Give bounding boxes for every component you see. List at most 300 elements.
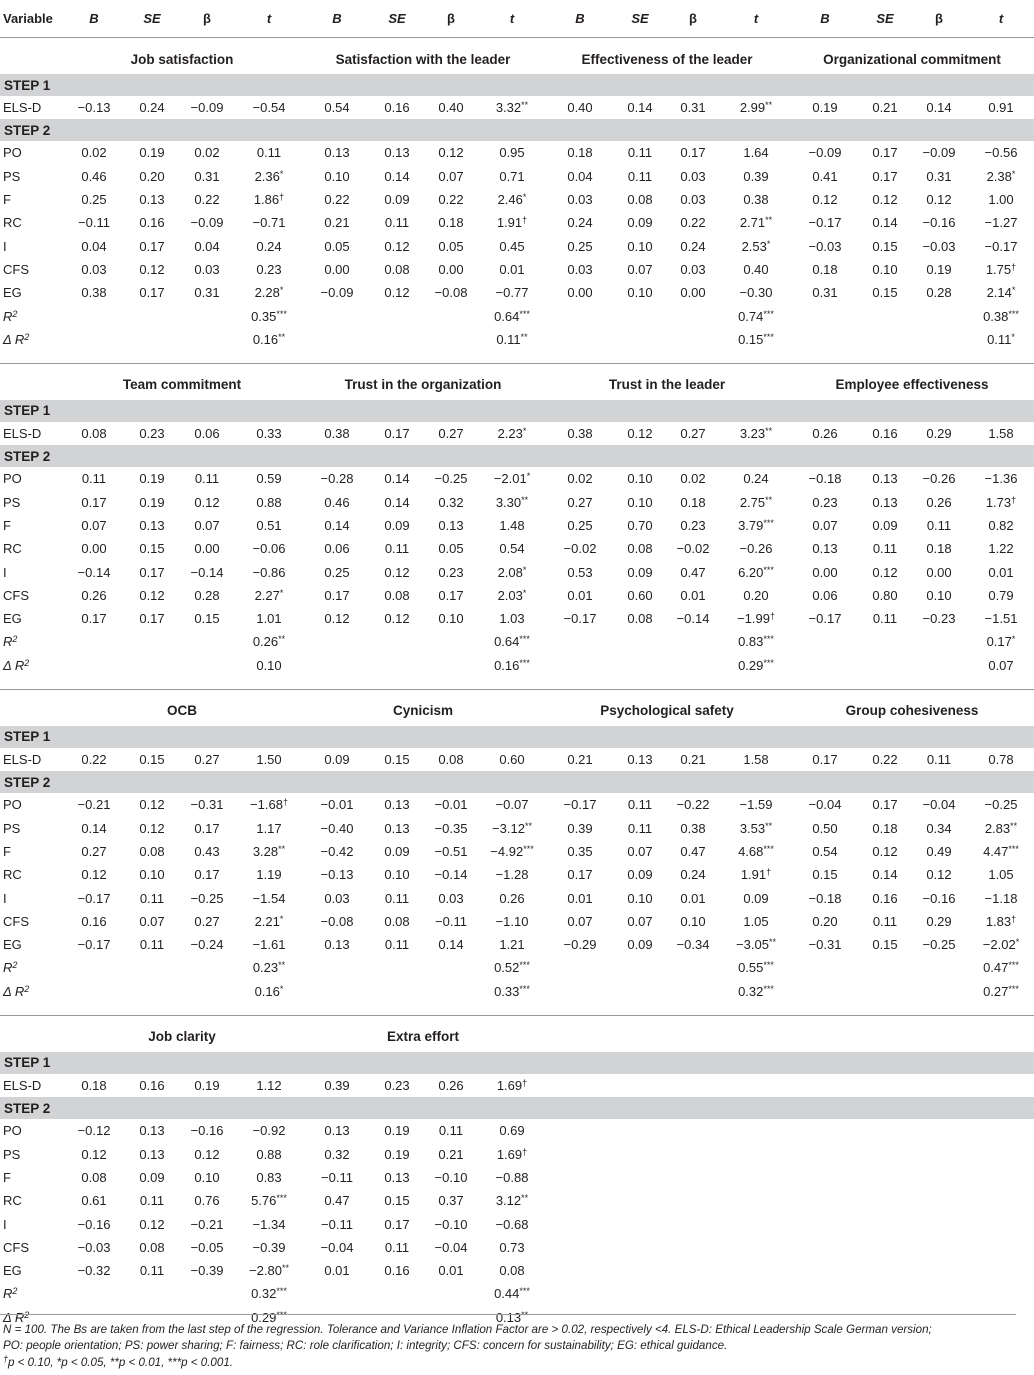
t-value-cell	[968, 514, 1034, 537]
beta-value: 0.31	[194, 285, 220, 301]
beta-value	[910, 1166, 968, 1189]
significance-mark: **	[524, 820, 532, 831]
beta-value: −0.11	[435, 913, 467, 929]
se-value	[616, 1074, 664, 1097]
empty-cell	[422, 980, 480, 1003]
t-value: 0.71	[499, 168, 525, 184]
beta-value: −0.16	[922, 890, 956, 906]
table-row	[0, 422, 1034, 445]
significance-mark: **	[1010, 820, 1018, 831]
b-value: 0.50	[812, 820, 838, 836]
t-value: 1.69	[496, 1146, 523, 1162]
b-value: 0.47	[324, 1193, 350, 1209]
b-value: 0.24	[567, 215, 593, 231]
b-value: 0.14	[324, 518, 350, 533]
t-value-cell	[236, 422, 302, 445]
variable-label: ELS-D	[3, 1078, 42, 1094]
t-value: −2.01	[493, 471, 527, 487]
se-value: 0.16	[384, 1263, 410, 1279]
se-value: 0.13	[384, 145, 410, 161]
t-value: 3.32	[495, 100, 522, 116]
t-value: −0.26	[739, 541, 773, 557]
step-2-row	[0, 771, 1034, 793]
header-t: t	[266, 11, 272, 26]
beta-value: 0.27	[680, 426, 706, 442]
beta-value: 0.22	[438, 192, 464, 208]
empty-cell	[126, 1282, 178, 1305]
b-value	[790, 1119, 860, 1142]
se-value: 0.09	[384, 843, 410, 859]
stat-value: 0.44	[494, 1286, 520, 1302]
se-value: 0.23	[384, 1078, 410, 1094]
t-value: −2.02	[982, 937, 1016, 953]
t-value-cell	[236, 1119, 302, 1142]
se-value: 0.07	[627, 913, 653, 929]
beta-value: 0.06	[194, 426, 220, 442]
outcome-title	[544, 1015, 790, 1052]
stat-label-text: Δ R	[3, 1309, 25, 1325]
t-value: −3.05	[736, 937, 769, 953]
variable-label: RC	[3, 867, 22, 883]
beta-value: −0.22	[676, 797, 710, 813]
se-value: 0.70	[627, 518, 653, 533]
empty-cell	[616, 630, 664, 653]
se-value: 0.15	[872, 937, 898, 953]
b-value: 0.01	[324, 1263, 350, 1279]
b-value: 0.39	[567, 820, 593, 836]
header-se: SE	[631, 11, 649, 26]
t-value-cell	[722, 1259, 790, 1282]
b-value: 0.27	[81, 843, 107, 859]
outcome-title: Trust in the organization	[344, 377, 502, 393]
empty-cell	[0, 1015, 62, 1052]
delta-r-squared-value	[236, 328, 302, 351]
t-value: 0.24	[743, 471, 769, 487]
significance-mark: ***	[1008, 960, 1019, 971]
t-value: 0.54	[499, 541, 525, 557]
beta-value: 0.18	[438, 215, 464, 231]
variable-label: PO	[3, 471, 22, 487]
t-value-cell	[480, 141, 544, 164]
b-value: −0.03	[77, 1239, 111, 1255]
beta-value: −0.16	[922, 215, 956, 231]
t-value: 6.20	[738, 564, 764, 580]
step-1-label: STEP 1	[0, 726, 1034, 748]
se-value: 0.08	[627, 611, 653, 627]
se-value: 0.09	[384, 192, 410, 208]
outcome-title: Team commitment	[122, 377, 242, 393]
r-squared-label	[0, 1282, 62, 1305]
t-value-cell	[968, 817, 1034, 840]
b-value: 0.07	[812, 518, 838, 533]
t-value-cell	[480, 467, 544, 490]
t-value-cell	[480, 607, 544, 630]
empty-cell	[372, 1282, 422, 1305]
t-value-cell	[480, 211, 544, 234]
beta-value: 0.03	[194, 261, 220, 277]
b-value: −0.11	[321, 1216, 353, 1232]
se-value: 0.16	[872, 426, 898, 442]
t-value-cell	[968, 234, 1034, 257]
t-value: 2.53	[741, 238, 767, 254]
beta-value: 0.27	[438, 426, 464, 442]
se-value: 0.10	[139, 867, 165, 883]
t-value-cell	[968, 422, 1034, 445]
beta-value	[664, 1119, 722, 1142]
t-value-cell	[480, 96, 544, 119]
t-value-cell	[480, 933, 544, 956]
b-value: 0.08	[81, 426, 107, 442]
t-value-cell	[968, 211, 1034, 234]
r-squared-label	[0, 304, 62, 327]
b-value	[544, 1212, 616, 1235]
beta-value: −0.02	[676, 541, 710, 557]
r-squared-value	[722, 1282, 790, 1305]
stat-label-exponent: 2	[24, 657, 30, 668]
beta-value: 0.03	[438, 890, 464, 906]
beta-value: 0.17	[680, 145, 706, 161]
t-value-cell	[236, 1189, 302, 1212]
b-value: 0.04	[567, 168, 593, 184]
t-value: 0.09	[743, 890, 769, 906]
t-value: 1.58	[743, 752, 769, 768]
step-2-label: STEP 2	[0, 445, 1034, 467]
t-value: 1.21	[499, 937, 525, 953]
t-value: −0.86	[252, 564, 286, 580]
t-value-cell	[480, 793, 544, 816]
t-value-cell	[968, 1259, 1034, 1282]
stat-value: 0.29	[251, 1309, 277, 1325]
t-value-cell	[722, 817, 790, 840]
se-value	[860, 1212, 910, 1235]
outcome-title: Group cohesiveness	[845, 703, 979, 719]
t-value: −0.17	[984, 238, 1018, 254]
empty-cell	[790, 980, 860, 1003]
b-value: 0.41	[812, 168, 838, 184]
empty-cell	[664, 630, 722, 653]
beta-value: 0.12	[438, 145, 464, 161]
b-value: 0.14	[81, 820, 107, 836]
header-beta: β	[689, 11, 697, 26]
stat-value: 0.16	[252, 331, 279, 347]
se-value: 0.10	[627, 238, 653, 254]
t-value: 1.05	[988, 867, 1014, 883]
variable-label: PS	[3, 820, 21, 836]
empty-cell	[664, 980, 722, 1003]
t-value-cell	[722, 886, 790, 909]
variable-label: CFS	[3, 261, 29, 277]
outcome-title: Satisfaction with the leader	[335, 51, 511, 67]
header-beta: β	[935, 11, 943, 26]
step-1-label: STEP 1	[0, 400, 1034, 422]
b-value: 0.04	[81, 238, 107, 254]
significance-mark: *	[1011, 285, 1016, 296]
t-value: 0.69	[499, 1123, 525, 1139]
significance-mark: †	[279, 192, 285, 203]
t-value-cell	[968, 840, 1034, 863]
stat-value: 0.11	[496, 331, 521, 347]
significance-mark: ***	[519, 308, 530, 319]
beta-value: 0.26	[926, 494, 952, 510]
b-value: −0.13	[320, 867, 354, 883]
t-value-cell	[480, 840, 544, 863]
empty-cell	[0, 38, 62, 75]
b-value: −0.17	[77, 890, 111, 906]
empty-cell	[910, 980, 968, 1003]
beta-value: 0.17	[194, 820, 220, 836]
b-value: 0.15	[812, 867, 838, 883]
se-value: 0.11	[139, 890, 165, 906]
t-value: 0.79	[988, 587, 1014, 603]
stat-label-exponent: 2	[24, 983, 30, 994]
empty-cell	[910, 1282, 968, 1305]
b-value: 0.21	[567, 752, 593, 768]
variable-label: I	[3, 1216, 7, 1232]
t-value: −0.56	[984, 145, 1018, 161]
se-value: 0.17	[139, 564, 165, 580]
table-row	[0, 165, 1034, 188]
delta-r-squared-value	[236, 980, 302, 1003]
t-value: 0.91	[988, 100, 1014, 116]
se-value: 0.11	[384, 215, 410, 231]
significance-mark: *	[766, 238, 771, 249]
se-value	[860, 1074, 910, 1097]
r-squared-value	[480, 304, 544, 327]
t-value: 1.86	[253, 192, 280, 208]
b-value: 0.03	[324, 890, 350, 906]
se-value	[616, 1143, 664, 1166]
b-value: 0.18	[81, 1078, 107, 1094]
beta-value: −0.01	[434, 797, 468, 813]
b-value: −0.18	[808, 471, 842, 487]
t-value: 1.05	[743, 913, 769, 929]
empty-cell	[178, 328, 236, 351]
header-t: t	[753, 11, 759, 26]
beta-value: 0.26	[438, 1078, 464, 1094]
significance-mark: †	[1011, 494, 1017, 505]
empty-cell	[664, 1282, 722, 1305]
separator-rule	[0, 677, 1034, 690]
se-value: 0.11	[139, 937, 165, 953]
b-value: −0.04	[808, 797, 842, 813]
t-value: 2.23	[497, 426, 523, 442]
r-squared-value	[480, 1282, 544, 1305]
b-value	[544, 1143, 616, 1166]
beta-value: 0.29	[926, 426, 952, 442]
delta-r-squared-label	[0, 654, 62, 677]
se-value: 0.17	[139, 285, 165, 301]
se-value: 0.16	[872, 890, 898, 906]
t-value-cell	[722, 281, 790, 304]
significance-mark: *	[522, 192, 527, 203]
t-value-cell	[236, 188, 302, 211]
b-value: 0.08	[81, 1169, 107, 1185]
b-value: 0.46	[324, 494, 350, 510]
stat-value: 0.52	[494, 960, 520, 976]
r-squared-value	[968, 304, 1034, 327]
b-value	[790, 1189, 860, 1212]
beta-value: −0.26	[922, 471, 956, 487]
b-value: 0.22	[324, 192, 350, 208]
t-value-cell	[236, 537, 302, 560]
empty-cell	[302, 304, 372, 327]
significance-mark: **	[278, 960, 286, 971]
r-squared-row	[0, 1282, 1034, 1305]
stat-label-exponent: 2	[12, 960, 18, 971]
empty-cell	[0, 363, 62, 400]
outcome-title: Trust in the leader	[608, 377, 726, 393]
b-value: 0.38	[81, 285, 107, 301]
empty-cell	[860, 328, 910, 351]
stat-label-text: Δ R	[3, 657, 25, 673]
step-1-row	[0, 726, 1034, 748]
beta-value: 0.21	[438, 1146, 464, 1162]
t-value: 1.91	[496, 215, 523, 231]
t-value-cell	[722, 422, 790, 445]
significance-mark: **	[768, 937, 776, 948]
significance-mark: ***	[1008, 843, 1019, 854]
variable-label: PS	[3, 494, 21, 510]
significance-mark: *	[1011, 168, 1016, 179]
empty-cell	[126, 980, 178, 1003]
t-value-cell	[722, 840, 790, 863]
significance-mark: *	[279, 587, 284, 598]
r-squared-value	[480, 956, 544, 979]
significance-mark: ***	[519, 657, 530, 668]
step-2-label: STEP 2	[0, 119, 1034, 141]
se-value: 0.13	[384, 797, 410, 813]
step-1-row	[0, 400, 1034, 422]
t-value: 0.08	[499, 1263, 525, 1279]
empty-cell	[372, 654, 422, 677]
empty-cell	[544, 630, 616, 653]
footnote-line-2: PO: people orientation; PS: power sharing; F: fairness; RC: role clarification; I: integrity; CFS: concern for sustainability; EG: ethical guidance.	[3, 1339, 728, 1353]
se-value: 0.11	[627, 797, 653, 813]
beta-value: −0.39	[190, 1263, 224, 1279]
b-value: 0.26	[81, 587, 107, 603]
stat-value: 0.35	[251, 308, 277, 324]
se-value: 0.09	[627, 215, 653, 231]
t-value: 1.75	[985, 261, 1012, 277]
t-value-cell	[968, 748, 1034, 771]
se-value: 0.12	[139, 261, 165, 277]
b-value: 0.61	[81, 1193, 107, 1209]
b-value: 0.32	[324, 1146, 350, 1162]
t-value: 0.45	[499, 238, 525, 254]
empty-cell	[126, 304, 178, 327]
t-value-cell	[968, 188, 1034, 211]
t-value-cell	[480, 1236, 544, 1259]
header-b: B	[89, 11, 99, 26]
stat-value: 0.74	[738, 308, 764, 324]
stat-value: 0.64	[494, 634, 520, 650]
se-value: 0.15	[139, 752, 165, 768]
empty-cell	[790, 630, 860, 653]
b-value: 0.10	[324, 168, 350, 184]
b-value: 0.40	[567, 100, 593, 116]
se-value: 0.11	[872, 541, 898, 557]
significance-mark: †	[282, 797, 288, 808]
r-squared-value	[722, 630, 790, 653]
b-value: 0.02	[81, 145, 107, 161]
t-value-cell	[236, 1212, 302, 1235]
se-value: 0.16	[384, 100, 410, 116]
empty-cell	[664, 654, 722, 677]
t-value: 0.88	[256, 494, 282, 510]
b-value: −0.14	[77, 564, 111, 580]
beta-value: 0.18	[680, 494, 706, 510]
beta-value	[910, 1119, 968, 1142]
se-value: 0.13	[139, 192, 165, 208]
t-value-cell	[722, 211, 790, 234]
se-value: 0.12	[384, 564, 410, 580]
beta-value: 0.12	[926, 867, 952, 883]
significance-mark: *	[279, 983, 284, 994]
se-value: 0.12	[627, 426, 653, 442]
se-value: 0.17	[384, 1216, 410, 1232]
t-value-cell	[236, 1166, 302, 1189]
t-value-cell	[480, 1166, 544, 1189]
b-value: 0.11	[81, 471, 107, 487]
t-value: 3.23	[739, 426, 766, 442]
empty-cell	[62, 980, 126, 1003]
se-value	[616, 1189, 664, 1212]
b-value: −0.29	[563, 937, 597, 953]
se-value	[616, 1166, 664, 1189]
se-value: 0.08	[384, 587, 410, 603]
se-value	[860, 1119, 910, 1142]
significance-mark: **	[278, 331, 286, 342]
beta-value	[664, 1189, 722, 1212]
beta-value: 0.08	[438, 752, 464, 768]
beta-value: 0.03	[680, 192, 706, 208]
b-value	[790, 1212, 860, 1235]
t-value-cell	[236, 1143, 302, 1166]
b-value: 0.23	[812, 494, 838, 510]
t-value-cell	[480, 188, 544, 211]
t-value-cell	[480, 165, 544, 188]
stat-value: 0.15	[738, 331, 764, 347]
b-value: 0.20	[812, 913, 838, 929]
outcome-titles-row	[0, 38, 1034, 75]
significance-mark: **	[765, 100, 773, 111]
t-value: −1.27	[984, 215, 1018, 231]
header-b: B	[575, 11, 585, 26]
beta-value: −0.09	[922, 145, 956, 161]
variable-label: CFS	[3, 587, 29, 603]
t-value: 0.59	[256, 471, 282, 487]
t-value: −1.10	[495, 913, 529, 929]
empty-cell	[616, 980, 664, 1003]
t-value: 0.51	[256, 518, 282, 533]
b-value: −0.31	[808, 937, 842, 953]
beta-value: 0.23	[438, 564, 464, 580]
t-value-cell	[968, 910, 1034, 933]
t-value-cell	[236, 165, 302, 188]
t-value: 1.01	[256, 611, 282, 627]
t-value-cell	[968, 886, 1034, 909]
t-value: −3.12	[492, 820, 525, 836]
r-squared-value	[236, 1282, 302, 1305]
b-value: 0.13	[324, 937, 350, 953]
t-value: 0.33	[256, 426, 282, 442]
b-value: 0.26	[812, 426, 838, 442]
t-value: 0.01	[499, 261, 525, 277]
significance-mark: *	[279, 168, 284, 179]
t-value-cell	[722, 467, 790, 490]
t-value-cell	[722, 1074, 790, 1097]
se-value: 0.17	[872, 797, 898, 813]
